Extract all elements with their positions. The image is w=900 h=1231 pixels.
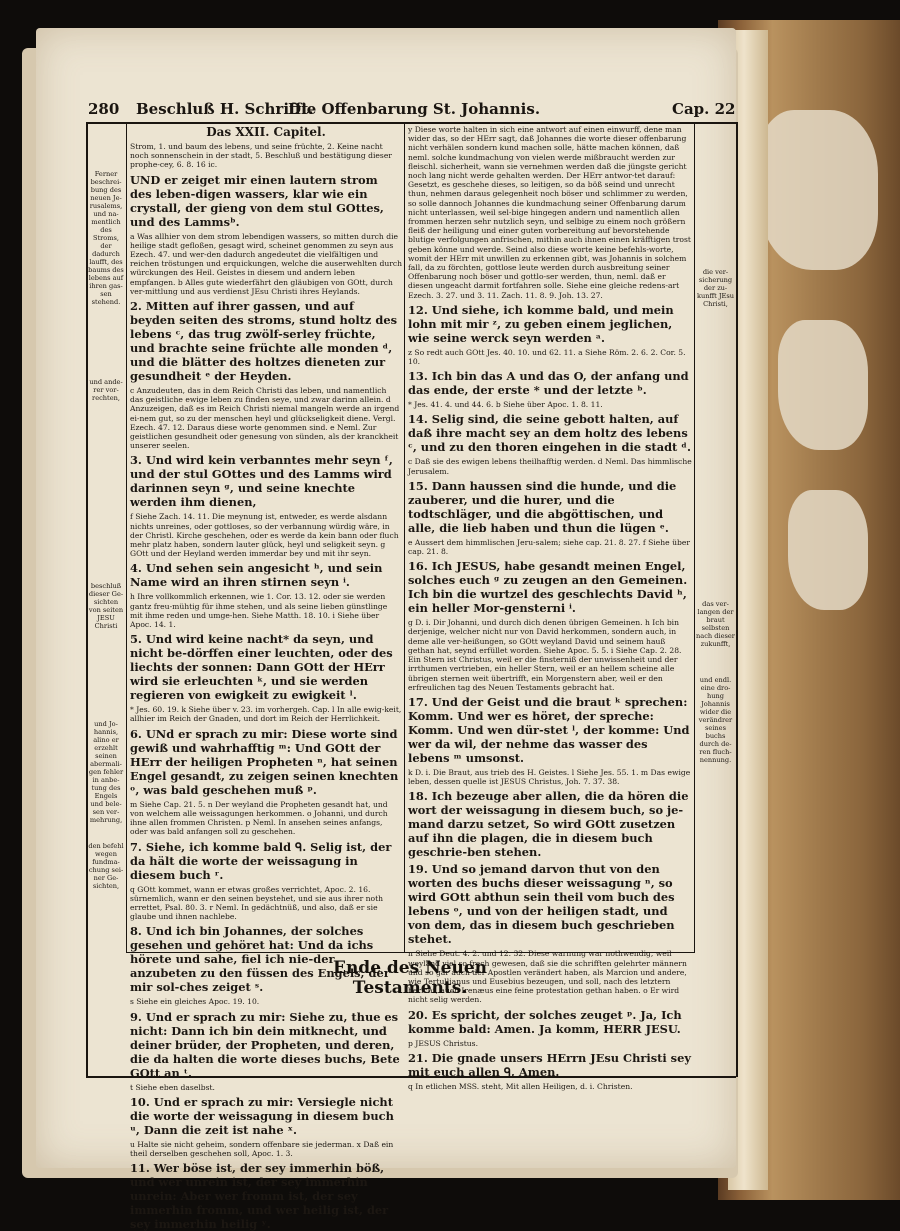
footnote: c Daß sie des ewigen lebens theilhafftig werden. d Neml. Das himmlische Jerusalem. xyxy=(408,457,692,476)
end-of-testament-heading: Ende des Neuen Testaments. xyxy=(332,958,488,998)
verse: 6. UNd er sprach zu mir: Diese worte sind gewiß und wahrhafftig ᵐ: Und GOtt der HErr der heiligen Propheten ⁿ, hat seinen Engel gesandt, zu zeigen seinen knechten ᵒ, was bald geschehen muß ᵖ. xyxy=(130,726,399,797)
verse: 4. Und sehen sein angesicht ʰ, und sein Name wird an ihren stirnen seyn ⁱ. xyxy=(130,561,383,590)
verse: 9. Und er sprach zu mir: Siehe zu, thue es nicht: Dann ich bin dein mitknecht, und deiner brüder, der Propheten, und deren, die da halten die worte dieses buchs, Bete GOtt an ᵗ. xyxy=(130,1009,400,1080)
verse: 5. Und wird keine nacht* da seyn, und nicht be-dörffen einer leuchten, oder des liechts der sonnen: Dann GOtt der HErr wird sie erleuchten ᵏ, und sie werden regieren von ewigkeit zu ewigkeit ˡ. xyxy=(130,632,393,703)
verse: 15. Dann haussen sind die hunde, und die zauberer, und die hurer, und die todtschläger, und die abgöttischen, und alle, die lieb haben und thun die lügen ᵉ. xyxy=(408,478,677,535)
verse: 21. Die gnade unsers HErrn JEsu Christi sey mit euch allen ᑫ, Amen. xyxy=(408,1050,691,1079)
worn-cover-patch xyxy=(788,490,868,610)
verse: 17. Und der Geist und die braut ᵏ sprechen: Komm. Und wer es höret, der spreche: Komm. Und wen dür-stet ˡ, der komme: Und wer da wil, der nehme das wasser des lebens ᵐ umsonst. xyxy=(408,694,690,765)
verse: 12. Und siehe, ich komme bald, und mein lohn mit mir ᶻ, zu geben einem jeglichen, wie seine werck seyn werden ᵃ. xyxy=(408,302,674,345)
verse: 20. Es spricht, der solches zeuget ᵖ. Ja, Ich komme bald: Amen. Ja komm, HERR JESU. xyxy=(408,1007,682,1036)
chapter-title: Das XXII. Capitel. xyxy=(206,125,326,139)
inner-left-rule xyxy=(126,122,127,952)
margin-note: den befehl wegen fundma-chung sei-ner Ge-sichten, xyxy=(88,842,124,890)
footnote: h Ihre vollkommlich erkennen, wie 1. Cor. 13. 12. oder sie werden gantz freu-mühtig für ihme stehen, und als seine lieben günstlinge mit ihme reden und umge-hen. Siehe Matth. 18. 10. i Siehe über Apoc. 14. 1. xyxy=(130,592,388,630)
margin-note: das ver-langen der braut selbsten nach dieser zukunfft, xyxy=(696,600,735,648)
header-chapter: Cap. 22 xyxy=(672,100,736,118)
verse: 13. Ich bin das A und das O, der anfang und das ende, der erste * und der letzte ᵇ. xyxy=(408,369,689,398)
verse: 11. Wer böse ist, der sey immerhin böß, und wer unrein ist, der sey immerhin unrein: Aber wer fromm ist, der sey immerhin fromm, und wer heilig ist, der sey immerhin heilig ʸ. xyxy=(130,1161,389,1231)
margin-note: und endl. eine dro-hung Johannis wider die verändrer seines buchs durch de-ren fluch-nennung. xyxy=(698,676,733,764)
footnote: a Was allhier von dem strom lebendigen wassers, so mitten durch die heilige stadt gefloßen, gesagt wird, scheinet genommen zu seyn aus Ezech. 47. und wer-den dadurch angedeutet die vielfältigen und reichen tröstungen und erquickungen, welche die auserwehlten durch würckungen des Heil. Geistes in diesem und andern leben empfangen. b Alles gute wiederfährt den gläubigen von GOtt, durch ver-mittlung und aus verdienst JEsu Christi ihres Heylands. xyxy=(130,231,403,296)
verse: 2. Mitten auf ihrer gassen, und auf beyden seiten des stroms, stund holtz des lebens ᶜ, das trug zwölf-serley früchte, und brachte seine früchte alle monden ᵈ, und die blätter des holtzes dieneten zur gesundheit ᵉ der Heyden. xyxy=(130,299,397,384)
footnote: q In etlichen MSS. steht, Mit allen Heiligen, d. i. Christen. xyxy=(408,1081,633,1091)
worn-cover-patch xyxy=(758,110,878,270)
verse: 18. Ich bezeuge aber allen, die da hören die wort der weissagung in diesem buch, so je-mand darzu setzet, So wird GOtt zusetzen auf ihn die plagen, die in diesem buch geschrie-ben stehen. xyxy=(408,789,689,860)
footnote: f Siehe Zach. 14. 11. Die meynung ist, entweder, es werde alsdann nichts unreines, oder gottloses, so der verbannung würdig wäre, in der Christl. Kirche geschehen, oder es werde da kein bann oder fluch mehr platz haben, sondern lauter glück, heyl und seligkeit seyn. g GOtt und der Heyland werden immerdar bey und mit ihr seyn. xyxy=(130,512,399,559)
worn-cover-patch xyxy=(778,320,868,450)
verse: 14. Selig sind, die seine gebott halten, auf daß ihre macht sey an dem holtz des lebens ᶜ, und zu den thoren eingehen in die stadt ᵈ. xyxy=(408,412,691,455)
verse: 3. Und wird kein verbanntes mehr seyn ᶠ, und der stul GOttes und des Lamms wird darinnen seyn ᵍ, und seine knechte werden ihm dienen, xyxy=(130,453,393,510)
margin-note: die ver-sicherung der zu-kunfft JEsu Christi, xyxy=(696,268,734,308)
margin-note: Ferner beschrei-bung des neuen Je-rusalems, und na-mentlich des Stroms, der dadurch laufft, des baums des lebens auf ihren gas-sen stehend. xyxy=(88,170,124,306)
footnote: c Anzudeuten, das in dem Reich Christi das leben, und namentlich das geistliche ewige leben zu finden seye, und zwar darinn allein. d Anzuzeigen, daß es im Reich Christi niemal mangeln werde an irgend ei-nem gut, so zu der menschen heyl und glückseligkeit diene. Vergl. Ezech. 47. 12. Daraus diese worte genommen sind. e Neml. Zur geistlichen gesundheit oder genesung von sünden, als der kranckheit unserer seelen. xyxy=(130,386,400,451)
footnote: * Jes. 41. 4. und 44. 6. b Siehe über Apoc. 1. 8. 11. xyxy=(408,400,603,410)
footnote: * Jes. 60. 19. k Siehe über v. 23. im vorhergeh. Cap. l In alle ewig-keit, allhier im Reich der Gnaden, und dort im Reich der Herrlichkeit. xyxy=(130,705,402,724)
footnote: p JESUS Christus. xyxy=(408,1038,478,1048)
footnote: g D. i. Dir Johanni, und durch dich denen übrigen Gemeinen. h Ich bin derjenige, welcher nicht nur von David herkommen, sondern auch, in deme alle ver-heißungen, so GOtt weyland David und seinem hauß gethan hat, seynd erfüllet worden. Siehe Apoc. 5. 5. i Siehe Cap. 2. 28. Ein Stern ist Christus, weil er die finsterniß der unwissenheit und der irrthumen vertrieben, ein heller Stern, weil er an hellem scheine alle übrigen sternen weit übertrifft, ein Morgenstern aber, weil er den erfreulichen tag des Neuen Testaments gebracht hat. xyxy=(408,618,682,692)
column-divider xyxy=(404,122,405,952)
margin-note: und ande-rer vor-rechten, xyxy=(89,378,123,402)
verse: 16. Ich JESUS, habe gesandt meinen Engel, solches euch ᵍ zu zeugen an den Gemeinen. Ich bin die wurtzel des geschlechts David ʰ, ein heller Mor-gensterni ⁱ. xyxy=(408,559,688,616)
verse: 10. Und er sprach zu mir: Versiegle nicht die worte der weissagung in diesem buch ᵘ, Dann die zeit ist nahe ˣ. xyxy=(130,1094,394,1137)
footnote: q GOtt kommet, wann er etwas großes verrichtet, Apoc. 2. 16. sürnemlich, wann er den seinen beystehet, und sie aus ihrer noth errettet, Psal. 80. 3. r Neml. In gedächtnüß, und also, daß er sie glaube und ihnen nachlebe. xyxy=(130,884,384,922)
verse: UND er zeiget mir einen lautern strom des leben-digen wassers, klar wie ein crystall, der gieng von dem stul GOttes, und des Lammsᵇ. xyxy=(130,172,384,229)
footnote: u Halte sie nicht geheim, sondern offenbare sie jederman. x Daß ein theil derselben geschehen soll, Apoc. 1. 3. xyxy=(130,1139,394,1158)
frame-right-rule xyxy=(736,122,738,1077)
margin-note: beschluß dieser Ge-sichten von seiten JESU Christi xyxy=(88,582,124,630)
footnote: k D. i. Die Braut, aus trieb des H. Geistes. l Siehe Jes. 55. 1. m Das ewige leben, dessen quelle ist JESUS Christus, Joh. 7. 37. 38. xyxy=(408,767,691,787)
footnote: m Siehe Cap. 21. 5. n Der weyland die Propheten gesandt hat, und von welchem alle weissagungen herkommen. o Johanni, und durch ihne allen frommen Christen. p Neml. In ansehen seines anfangs, oder was bald anfangen soll zu geschehen. xyxy=(130,799,388,837)
verse: 8. Und ich bin Johannes, der solches gesehen und gehöret hat: Und da ichs hörete und sahe, fiel ich nie-der anzubeten zu den füssen des Engels, der mir sol-ches zeiget ˢ. xyxy=(130,924,390,995)
footnote: e Aussert dem himmlischen Jeru-salem; siehe cap. 21. 8. 27. f Siehe über cap. 21. 8. xyxy=(408,537,690,557)
frame-top-rule xyxy=(86,122,736,124)
inner-right-rule xyxy=(694,122,695,952)
footnote: y Diese worte halten in sich eine antwort auf einen einwurff, dene man wider das, so der HErr sagt, daß Johannes die worte dieser offenbarung nicht verhälen sondern kund machen solle, hätte machen können, daß neml. solche kundmachung von vielen werde mißbraucht werden zur fleischl. sicherheit, wann sie vernehmen werden daß die jüngste gericht noch lang nicht werde gehalten werden. Der HErr antwor-tet darauf: Gesetzt, es geschehe dieses, so leitigen, so da böß seind und unrecht thun, nehmen daraus gelegenheit noch böser und schlimmer zu werden, so solle dannoch Johannes die kundmachung seiner Offenbarung darum nicht unterlassen, weil sel-bige hingegen andern und namentlich allen frommen herzen sehr nutzlich seyn, und selbige zu einem noch größern fleiß der heiligung und einer guten vorbereitung auf bevorstehende blutige verfolgungen anfrischen, mithin auch ihnen einen kräfftigen trost geben könne und werde. Seind also diese worte keine befehls-worte, womit der HErr mit unwillen zu erkennen gibt, was Johannis in solchem fall, da zu förchten, gottlose leute werden durch ausbreitung seiner Offenbarung noch böser und gottlo-ser werden, thun, neml. daß er diesen ungeacht darmit fortfahren solle. Siehe eine gleiche redens-art Ezech. 3. 27. und 3. 11. Zach. 11. 8. 9. Joh. 13. 27. xyxy=(408,125,691,300)
verse: 19. Und so jemand darvon thut von den worten des buchs dieser weissagung ⁿ, so wird GOtt abthun sein theil vom buch des lebens ᵒ, und von der heiligen stadt, und von dem, das in diesem buch geschrieben stehet. xyxy=(408,862,675,947)
footnote: n Siehe Deut. 4. 2. und 12. 32. Diese warnung war nothwendig, weil weyland viel so frech gewesen, daß sie die schrifften gelehrter männern und so gar auch der Apostlen verändert haben, als Marcion und andere, wie Tertullianus und Eusebius bezeugen, und soll, nach des letztern bericht, auch Irenæus eine feine protestation gethan haben. o Er wird nicht selig werden. xyxy=(408,949,687,1005)
footnote: t Siehe eben daselbst. xyxy=(130,1082,215,1092)
header-center-title: Die Offenbarung St. Johannis. xyxy=(288,100,541,118)
margin-note: und Jo-hannis, alino er erzehlt seinen abermali-gen fehler in anbe-tung des Engels und bele-sen ver-mehrung, xyxy=(88,720,124,824)
header-left-title: Beschluß H. Schrifft. xyxy=(136,100,314,118)
verse: 7. Siehe, ich komme bald ᑫ. Selig ist, der da hält die worte der weissagung in diesem buch ʳ. xyxy=(130,839,392,882)
footnote: z So redt auch GOtt Jes. 40. 10. und 62. 11. a Siehe Röm. 2. 6. 2. Cor. 5. 10. xyxy=(408,347,686,367)
footnote: s Siehe ein gleiches Apoc. 19. 10. xyxy=(130,997,260,1007)
page-number: 280 xyxy=(88,100,120,118)
chapter-summary: Strom, 1. und baum des lebens, und seine früchte, 2. Keine nacht noch sonnenschein in der stadt, 5. Beschluß und bestätigung dieser prophe-cey, 6. 8. 16 ic. xyxy=(130,142,392,170)
left-text-column xyxy=(130,125,403,1231)
running-header xyxy=(88,100,738,122)
